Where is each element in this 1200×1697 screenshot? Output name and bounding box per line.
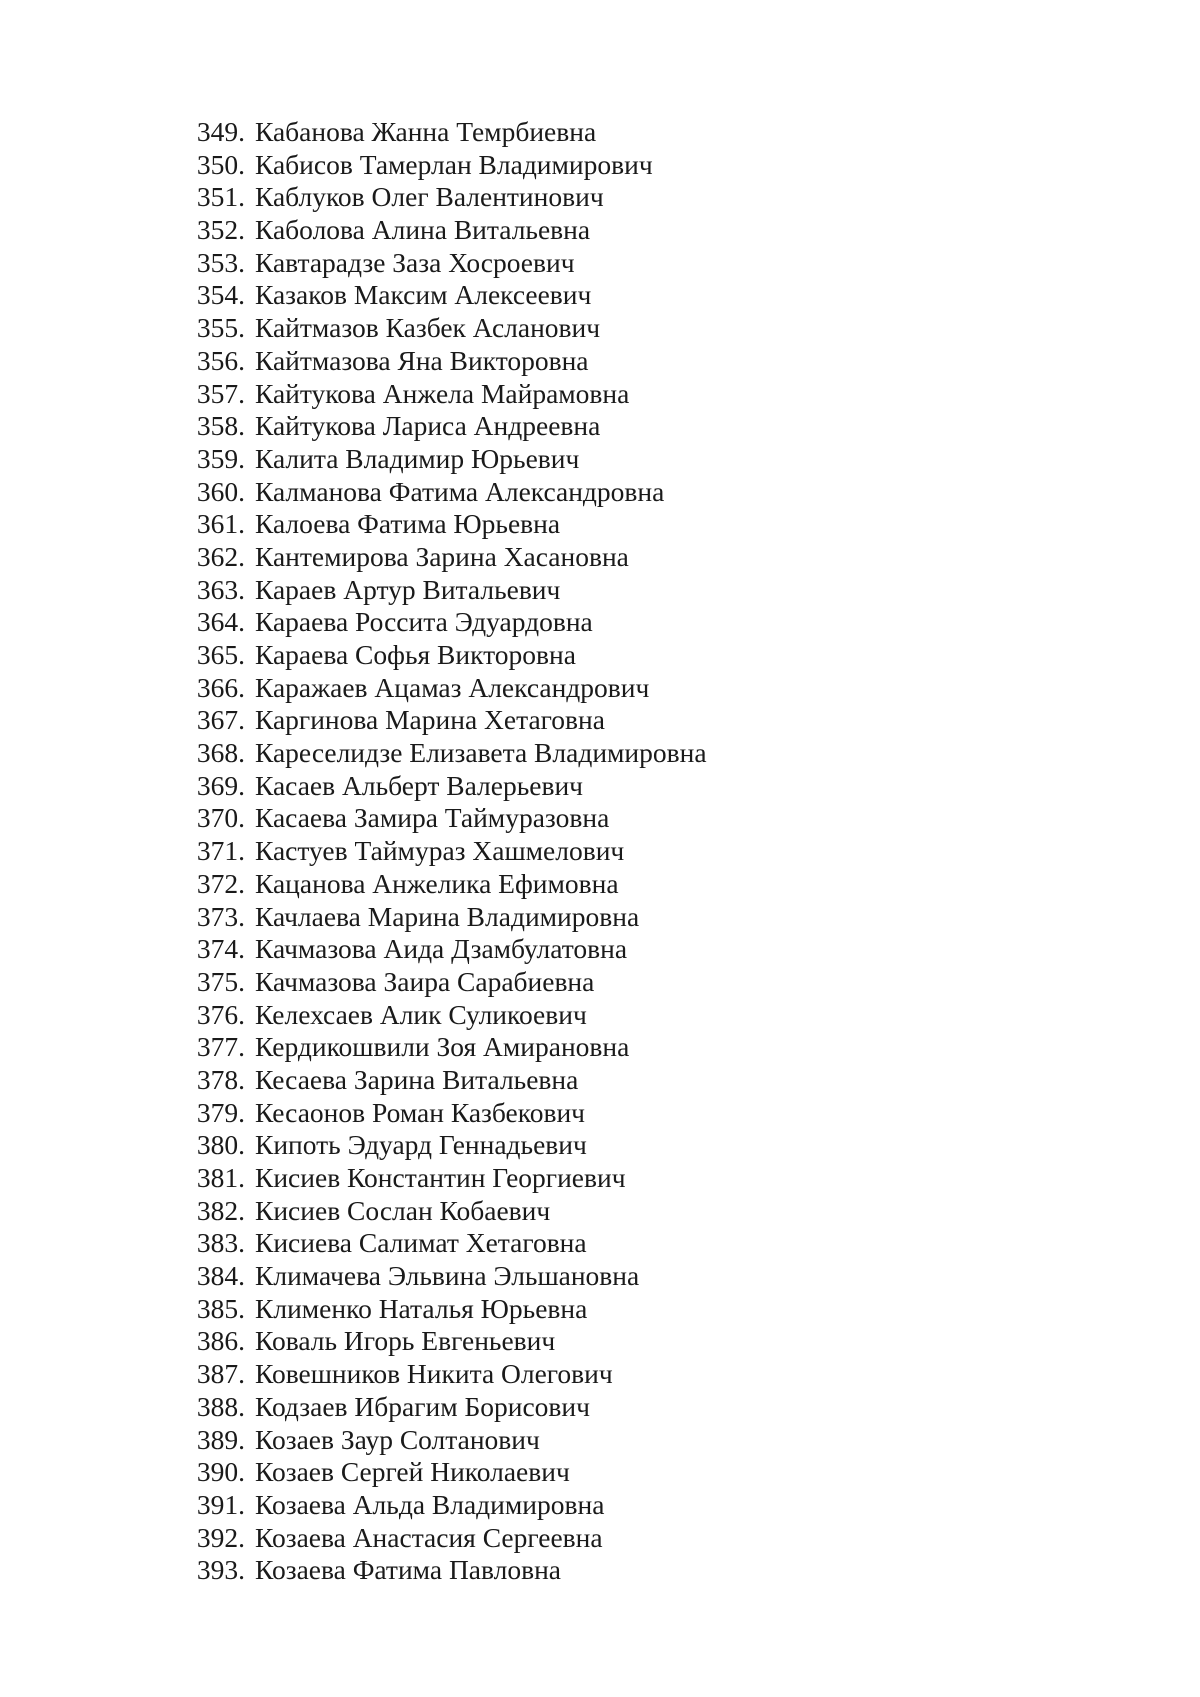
entry-number: 363. [196,573,245,605]
entry-name: Козаев Сергей Николаевич [255,1456,570,1488]
list-item [187,1293,707,1326]
list-item [187,443,707,476]
entry-name: Каблуков Олег Валентинович [255,181,604,213]
entry-number: 373. [196,900,245,932]
entry-number: 360. [196,475,245,507]
entry-number: 367. [196,704,245,736]
list-item [187,1031,707,1064]
entry-number: 392. [196,1521,245,1553]
entry-number: 362. [196,540,245,572]
entry-name: Каболова Алина Витальевна [255,214,591,246]
entry-name: Кабисов Тамерлан Владимирович [255,148,653,180]
entry-name: Кесаева Зарина Витальевна [255,1063,579,1095]
entry-name: Калоева Фатима Юрьевна [255,508,561,540]
entry-name: Козаева Анастасия Сергеевна [255,1521,603,1553]
entry-name: Кайтмазов Казбек Асланович [255,312,601,344]
entry-number: 356. [196,344,245,376]
entry-number: 351. [196,181,245,213]
entry-name: Караева Софья Викторовна [255,639,576,670]
entry-name: Кисиев Константин Георгиевич [255,1162,626,1193]
entry-number: 359. [196,442,245,474]
entry-name: Каражаев Ацамаз Александрович [255,671,650,703]
entry-name: Кабанова Жанна Темрбиевна [255,116,597,147]
entry-name: Козаева Альда Владимировна [255,1488,605,1520]
list-item [187,116,707,149]
entry-number: 358. [196,410,245,442]
entry-number: 384. [196,1260,245,1292]
entry-number: 352. [196,214,245,246]
entry-name: Кодзаев Ибрагим Борисович [255,1390,590,1422]
entry-number: 383. [196,1227,245,1259]
list-item [187,1162,707,1195]
entry-number: 382. [196,1194,245,1226]
entry-number: 353. [196,246,245,278]
entry-number: 368. [196,737,245,769]
entry-number: 364. [196,606,245,638]
list-item [187,933,707,966]
entry-number: 369. [196,769,245,801]
list-item [187,1227,707,1260]
entry-number: 378. [196,1063,245,1095]
entry-number: 361. [196,508,245,540]
entry-number: 357. [196,377,245,409]
list-item [187,378,707,411]
entry-number: 391. [196,1488,245,1520]
entry-number: 386. [196,1325,245,1357]
list-item [187,835,707,868]
entry-number: 370. [196,802,245,834]
list-item [187,1358,707,1391]
entry-name: Козаев Заур Солтанович [255,1423,540,1455]
list-item [187,345,707,378]
entry-number: 388. [196,1390,245,1422]
entry-number: 393. [196,1554,245,1586]
list-item [187,999,707,1032]
entry-name: Качмазова Заира Сарабиевна [255,965,595,997]
entry-name: Климачева Эльвина Эльшановна [255,1260,640,1292]
list-item [187,966,707,999]
list-item [187,1391,707,1424]
entry-number: 366. [196,671,245,703]
entry-name: Клименко Наталья Юрьевна [255,1292,588,1324]
entry-name: Кисиева Салимат Хетаговна [255,1227,587,1259]
list-item [187,1064,707,1097]
entry-name: Ковешников Никита Олегович [255,1358,613,1390]
entry-name: Караева Россита Эдуардовна [255,606,593,638]
list-item [187,1456,707,1489]
entry-name: Кисиев Сослан Кобаевич [255,1194,551,1226]
entry-name: Кастуев Таймураз Хашмелович [255,835,625,867]
entry-name: Коваль Игорь Евгеньевич [255,1325,556,1357]
list-item [187,737,707,770]
entry-name: Кайтукова Лариса Андреевна [255,410,601,442]
list-item [187,1195,707,1228]
entry-number: 380. [196,1129,245,1161]
entry-number: 374. [196,933,245,965]
entry-name: Кесаонов Роман Казбекович [255,1096,585,1128]
entry-name: Качмазова Аида Дзамбулатовна [255,933,628,965]
list-item [187,1554,707,1587]
list-item [187,1424,707,1457]
entry-name: Кайтмазова Яна Викторовна [255,344,589,376]
entry-name: Качлаева Марина Владимировна [255,900,640,932]
list-item [187,868,707,901]
list-item [187,639,707,672]
entry-name: Каргинова Марина Хетаговна [255,704,605,736]
entry-number: 387. [196,1358,245,1390]
entry-name: Кареселидзе Елизавета Владимировна [255,737,707,769]
entry-number: 349. [196,116,245,147]
list-item [187,247,707,280]
list-item [187,901,707,934]
entry-number: 377. [196,1031,245,1063]
list-item [187,1097,707,1130]
list-item [187,181,707,214]
list-item [187,802,707,835]
entry-name: Кипоть Эдуард Геннадьевич [255,1129,587,1161]
list-item [187,410,707,443]
list-item [187,1129,707,1162]
list-item [187,672,707,705]
entry-number: 379. [196,1096,245,1128]
list-item [187,1260,707,1293]
list-item [187,508,707,541]
entry-name: Калита Владимир Юрьевич [255,442,580,474]
entry-number: 355. [196,312,245,344]
entry-name: Касаев Альберт Валерьевич [255,769,583,801]
list-item [187,1522,707,1555]
list-item [187,1325,707,1358]
list-item [187,606,707,639]
entry-name: Келехсаев Алик Суликоевич [255,998,587,1030]
list-item [187,541,707,574]
list-item [187,214,707,247]
list-item [187,574,707,607]
entry-number: 376. [196,998,245,1030]
list-item [187,279,707,312]
entry-number: 371. [196,835,245,867]
entry-number: 389. [196,1423,245,1455]
name-list [187,116,707,1587]
entry-number: 381. [196,1162,245,1193]
entry-name: Касаева Замира Таймуразовна [255,802,610,834]
entry-name: Кавтарадзе Заза Хосроевич [255,246,575,278]
entry-name: Козаева Фатима Павловна [255,1554,562,1586]
list-item [187,704,707,737]
list-item [187,1489,707,1522]
entry-name: Калманова Фатима Александровна [255,475,665,507]
list-item [187,149,707,182]
entry-name: Казаков Максим Алексеевич [255,279,592,311]
entry-number: 354. [196,279,245,311]
entry-number: 390. [196,1456,245,1488]
entry-name: Кацанова Анжелика Ефимовна [255,867,619,899]
entry-name: Караев Артур Витальевич [255,573,561,605]
list-item [187,770,707,803]
list-item [187,476,707,509]
entry-number: 350. [196,148,245,180]
list-item [187,312,707,345]
entry-number: 372. [196,867,245,899]
entry-name: Кантемирова Зарина Хасановна [255,540,629,572]
entry-name: Кайтукова Анжела Майрамовна [255,377,630,409]
entry-number: 375. [196,965,245,997]
entry-number: 385. [196,1292,245,1324]
entry-name: Кердикошвили Зоя Амирановна [255,1031,630,1063]
entry-number: 365. [196,639,245,670]
